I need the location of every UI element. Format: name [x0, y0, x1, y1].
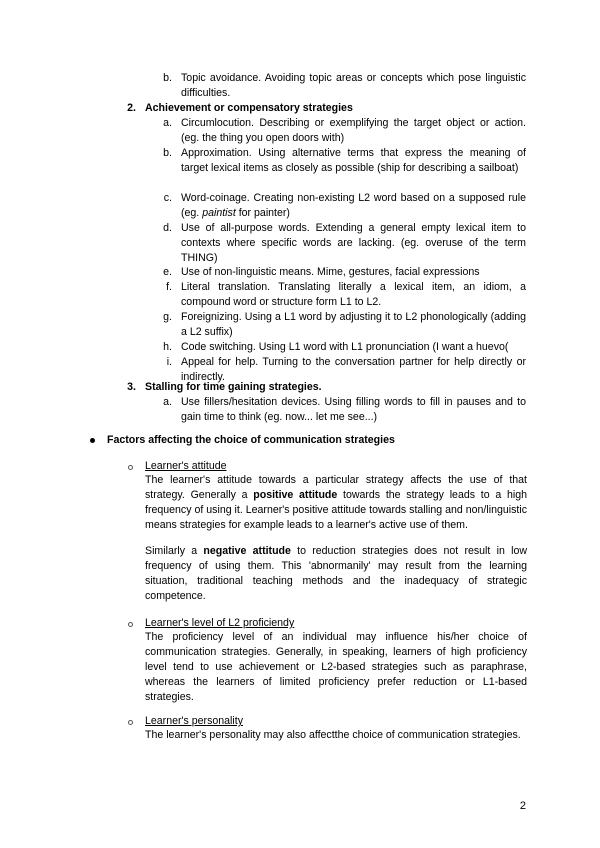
- list-item: [181, 191, 526, 221]
- bullet-icon: [90, 438, 95, 443]
- list-item-text: Word-coinage. Creating non-existing L2 word based on a supposed rule (eg.: [181, 192, 526, 219]
- list-marker: b.: [163, 147, 172, 159]
- paragraph-text: towards the strategy leads to a high frequency of using it. Learner's positive attitude towards stalling and non/linguistic means strategies for example leads to a learner's active use of them.: [145, 489, 527, 531]
- factors-heading: Factors affecting the choice of communication strategies: [107, 434, 395, 446]
- section-number: 2.: [127, 102, 136, 114]
- list-marker: c.: [163, 192, 172, 204]
- paragraph-text: to reduction strategies does not result in low frequency of using them. This 'abnormanily' may result from the learning situation, traditional teaching methods and the inadequacy of strategic competence.: [145, 545, 527, 602]
- circle-bullet-icon: [128, 622, 133, 627]
- paragraph: [145, 544, 527, 604]
- list-marker: i.: [166, 356, 172, 368]
- section-heading: Achievement or compensatory strategies: [145, 102, 353, 114]
- list-marker: g.: [163, 311, 172, 323]
- paragraph: The proficiency level of an individual may influence his/her choice of communication strategies. Generally, in speaking, learners of high proficiency level tend to use achievement or L2-based strategies such as paraphrase, whereas the learners of limited proficiency prefer reduction or L1-based strategies.: [145, 631, 527, 703]
- list-marker: a.: [163, 117, 172, 129]
- list-marker: b.: [163, 72, 172, 84]
- list-marker: f.: [166, 281, 172, 293]
- list-item: Foreignizing. Using a L1 word by adjusting it to L2 phonologically (adding a L2 suffix): [181, 311, 526, 338]
- paragraph: [145, 473, 527, 533]
- list-item: Approximation. Using alternative terms that express the meaning of target lexical items as closely as possible (ship for describing a sailboat): [181, 147, 526, 174]
- circle-bullet-icon: [128, 465, 133, 470]
- list-marker: h.: [163, 341, 172, 353]
- subsection-title: Learner's personality: [145, 715, 244, 727]
- list-marker: a.: [163, 396, 172, 408]
- list-item: Appeal for help. Turning to the conversation partner for help directly or indirectly.: [181, 356, 526, 383]
- list-item: Use of all-purpose words. Extending a general empty lexical item to contexts where specific words are lacking. (eg. overuse of the term THING): [181, 222, 526, 264]
- paragraph: The learner's personality may also affectthe choice of communication strategies.: [145, 729, 521, 741]
- list-item: Code switching. Using L1 word with L1 pronunciation (I want a huevo(: [181, 341, 509, 353]
- paragraph-text: Similarly a: [145, 545, 204, 557]
- list-item-text: for painter): [235, 207, 290, 219]
- list-item: Use of non-linguistic means. Mime, gestures, facial expressions: [181, 266, 480, 278]
- section-heading: Stalling for time gaining strategies.: [145, 381, 322, 393]
- subsection-title: Learner's level of L2 proficiendy: [145, 617, 295, 629]
- page-number: 2: [519, 800, 526, 812]
- list-item: Topic avoidance. Avoiding topic areas or concepts which pose linguistic difficulties.: [181, 72, 526, 99]
- list-item: Literal translation. Translating literally a lexical item, an idiom, a compound word or structure form L1 to L2.: [181, 281, 526, 308]
- emphasis: negative attitude: [203, 545, 291, 557]
- circle-bullet-icon: [128, 720, 133, 725]
- list-item: Use fillers/hesitation devices. Using filling words to fill in pauses and to gain time to think (eg. now... let me see...): [181, 396, 526, 423]
- list-marker: e.: [163, 266, 172, 278]
- list-marker: d.: [163, 222, 172, 234]
- emphasis: positive attitude: [253, 489, 338, 501]
- example-word: paintist: [202, 207, 236, 219]
- paragraph-text: The learner's attitude towards a particular strategy affects the use of that strategy. Generally a: [145, 474, 527, 501]
- list-item: Circumlocution. Describing or exemplifying the target object or action. (eg. the thing you open doors with): [181, 117, 526, 144]
- section-number: 3.: [127, 381, 136, 393]
- subsection-title: Learner's attitude: [145, 460, 227, 472]
